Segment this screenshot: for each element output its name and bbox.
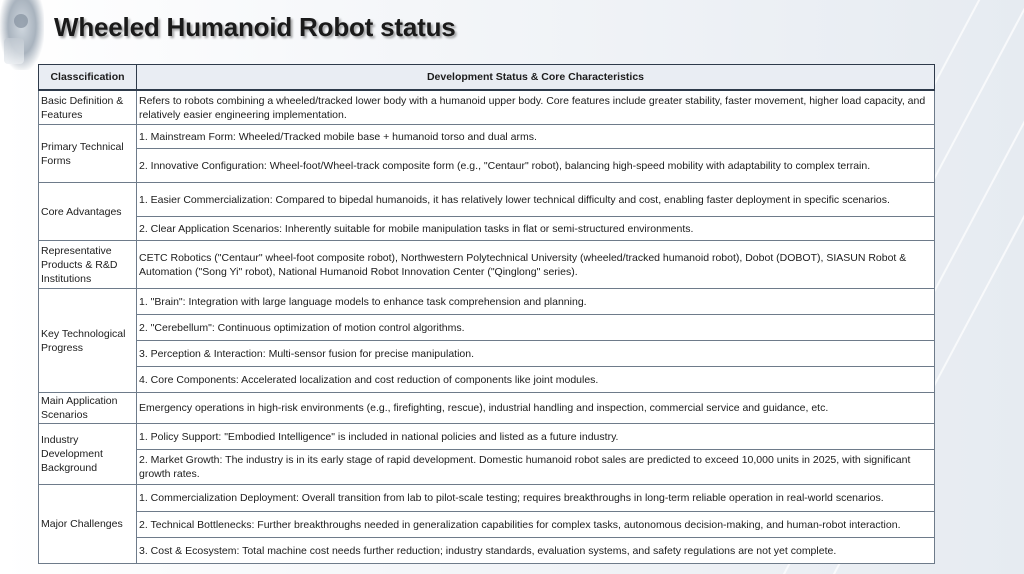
table-row xyxy=(39,289,935,315)
robot-head-image xyxy=(0,0,44,70)
table-row xyxy=(39,485,935,512)
robot-neck xyxy=(4,38,24,64)
header-classification: Classcification xyxy=(39,65,137,91)
row-detail: 2. Market Growth: The industry is in its early stage of rapid development. Domestic humanoid robot sales are predicted to exceed 10,000 units in 2025, with significant growth rates. xyxy=(137,450,935,485)
row-detail: 2. "Cerebellum": Continuous optimization of motion control algorithms. xyxy=(137,315,935,341)
table-row xyxy=(39,512,935,538)
table-row xyxy=(39,149,935,183)
table-row xyxy=(39,367,935,393)
row-classification: Representative Products & R&D Institutions xyxy=(39,241,137,289)
row-detail: 1. Easier Commercialization: Compared to bipedal humanoids, it has relatively lower technical difficulty and cost, enabling faster deployment in specific scenarios. xyxy=(137,183,935,217)
table-row xyxy=(39,183,935,217)
table-row xyxy=(39,393,935,424)
robot-eye xyxy=(14,14,28,28)
table-row xyxy=(39,538,935,564)
table-header-row xyxy=(39,65,935,91)
table-body xyxy=(39,90,935,564)
table-row xyxy=(39,241,935,289)
row-detail: 3. Perception & Interaction: Multi-sensor fusion for precise manipulation. xyxy=(137,341,935,367)
row-detail: 2. Technical Bottlenecks: Further breakthroughs needed in generalization capabilities for complex tasks, autonomous decision-making, and human-robot interaction. xyxy=(137,512,935,538)
table-row xyxy=(39,424,935,450)
header-status: Development Status & Core Characteristics xyxy=(137,65,935,91)
row-detail: 1. Mainstream Form: Wheeled/Tracked mobile base + humanoid torso and dual arms. xyxy=(137,125,935,149)
row-detail: 2. Innovative Configuration: Wheel-foot/Wheel-track composite form (e.g., "Centaur" robot), balancing high-speed mobility with adaptability to complex terrain. xyxy=(137,149,935,183)
row-detail: Emergency operations in high-risk environments (e.g., firefighting, rescue), industrial handling and inspection, commercial service and guidance, etc. xyxy=(137,393,935,424)
table-row xyxy=(39,125,935,149)
row-detail: 3. Cost & Ecosystem: Total machine cost needs further reduction; industry standards, evaluation systems, and safety regulations are not yet complete. xyxy=(137,538,935,564)
row-detail: 1. "Brain": Integration with large language models to enhance task comprehension and planning. xyxy=(137,289,935,315)
table-row xyxy=(39,217,935,241)
page-title: Wheeled Humanoid Robot status xyxy=(54,12,456,42)
row-classification: Industry Development Background xyxy=(39,424,137,485)
table-row xyxy=(39,341,935,367)
status-table xyxy=(38,64,935,564)
table-row xyxy=(39,315,935,341)
row-detail: Refers to robots combining a wheeled/tracked lower body with a humanoid upper body. Core features include greater stability, faster movement, higher load capacity, and relatively easier engineering implementation. xyxy=(137,90,935,125)
table-row xyxy=(39,450,935,485)
row-classification: Main Application Scenarios xyxy=(39,393,137,424)
row-classification: Core Advantages xyxy=(39,183,137,241)
row-detail: 1. Policy Support: "Embodied Intelligence" is included in national policies and listed as a future industry. xyxy=(137,424,935,450)
table-row xyxy=(39,90,935,125)
row-detail: CETC Robotics ("Centaur" wheel-foot composite robot), Northwestern Polytechnical University (wheeled/tracked humanoid robot), Dobot (DOBOT), SIASUN Robot & Automation ("Song Yi" robot), National Humanoid Robot Innovation Center ("Qinglong" series). xyxy=(137,241,935,289)
row-detail: 2. Clear Application Scenarios: Inherently suitable for mobile manipulation tasks in flat or semi-structured environments. xyxy=(137,217,935,241)
row-classification: Primary Technical Forms xyxy=(39,125,137,183)
row-classification: Basic Definition & Features xyxy=(39,90,137,125)
row-detail: 4. Core Components: Accelerated localization and cost reduction of components like joint modules. xyxy=(137,367,935,393)
row-classification: Key Technological Progress xyxy=(39,289,137,393)
row-classification: Major Challenges xyxy=(39,485,137,564)
row-detail: 1. Commercialization Deployment: Overall transition from lab to pilot-scale testing; requires breakthroughs in long-term reliable operation in real-world scenarios. xyxy=(137,485,935,512)
